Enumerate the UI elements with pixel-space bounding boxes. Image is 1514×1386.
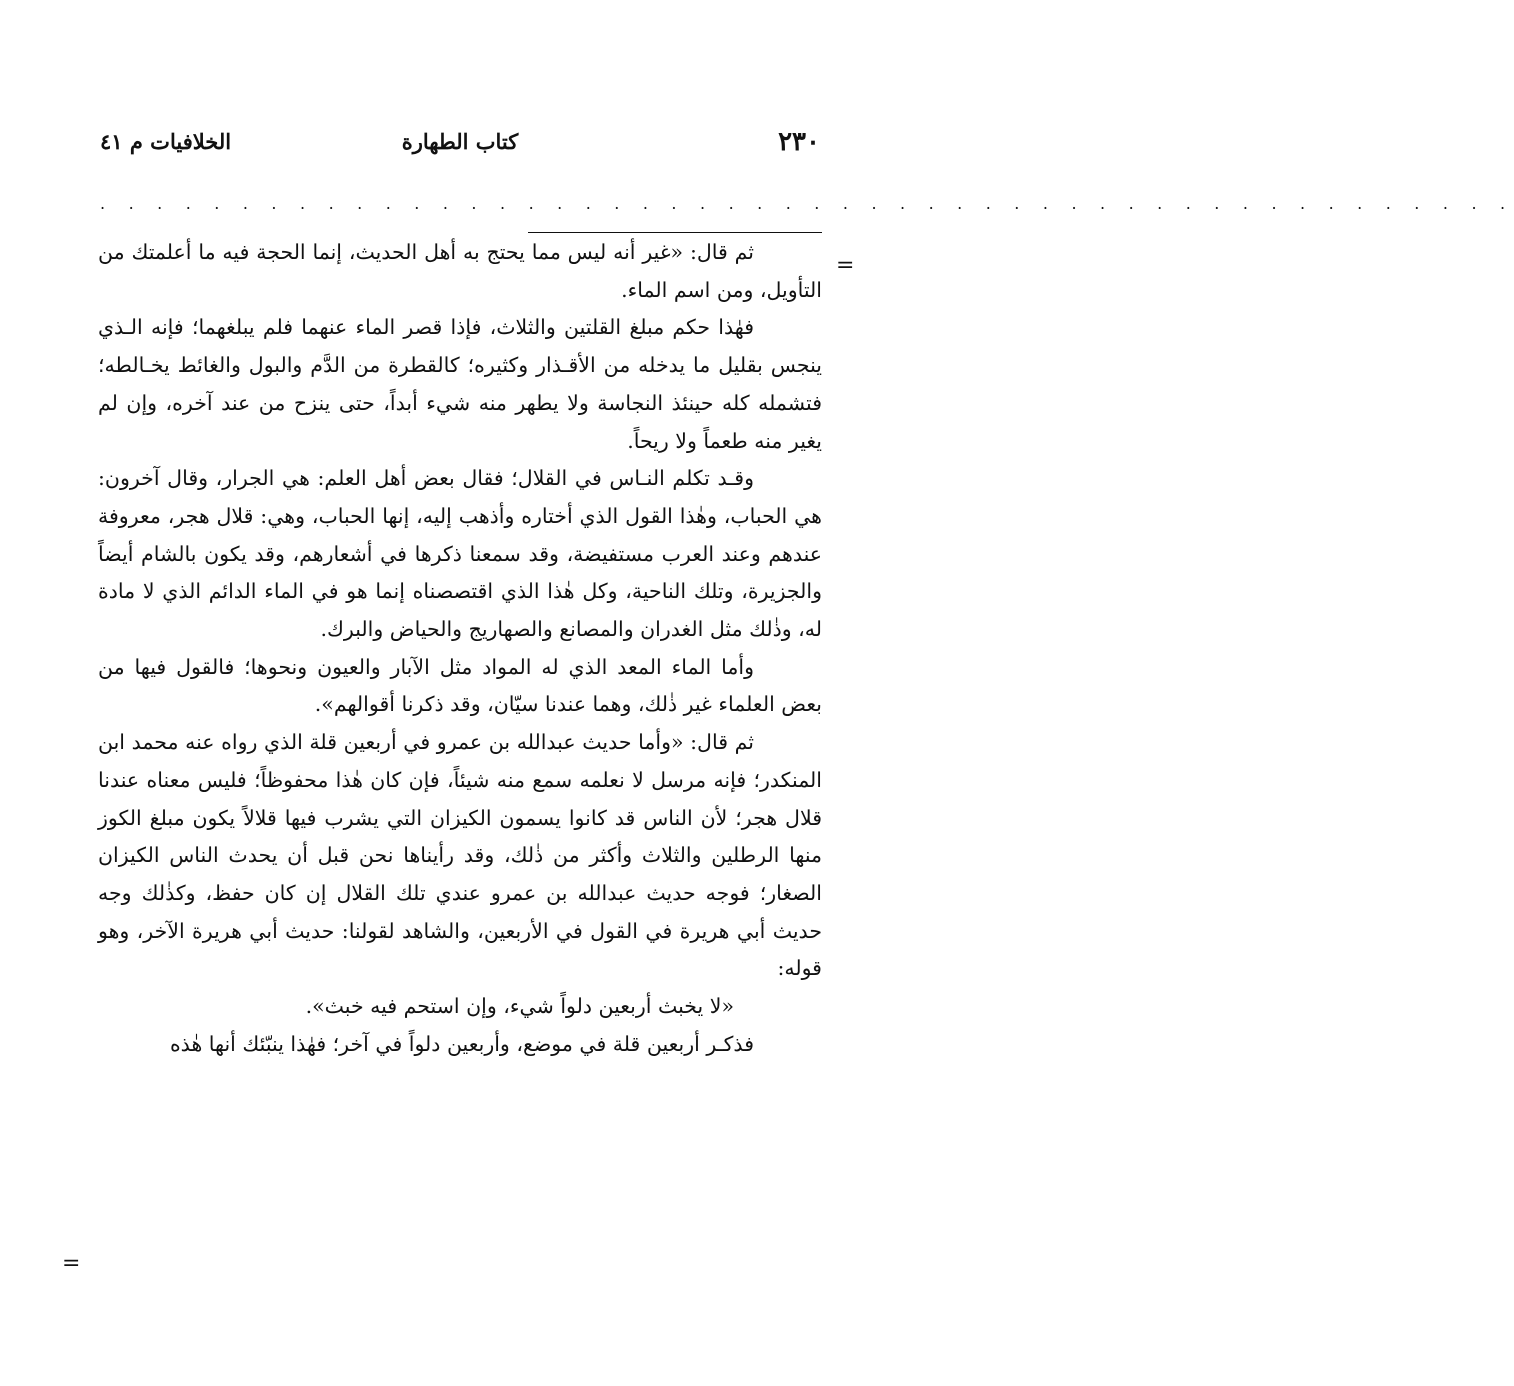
dotted-separator: . . . . . . . . . . . . . . . . . . . . . . . . . . . . . . . . . . . . . . . . . . . . . . . . . .	[100, 194, 1514, 213]
running-head: الخلافيات م ٤١	[100, 129, 232, 154]
paragraph-5: ثم قال: «وأما حديث عبدالله بن عمرو في أربعين قلة الذي رواه عنه محمد ابن المنكدر؛ فإنه مرسل لا نعلمه سمع منه شيئاً، فإن كان هٰذا محفوظاً؛ فليس معناه عندنا قلال هجر؛ لأن الناس قد كانوا يسمون الكيزان التي يشرب فيها قلالاً يكون مبلغ الكوز منها الرطلين والثلاث وأكثر من ذٰلك، وقد رأيناها نحن قبل أن يحدث الناس الكيزان الصغار؛ فوجه حديث عبدالله بن عمرو عندي تلك القلال إن كان حفظ، وكذٰلك وجه حديث أبي هريرة في القول في الأربعين، والشاهد لقولنا: حديث أبي هريرة الآخر، وهو قوله:	[98, 730, 822, 981]
continuation-marker-bottom: =	[62, 1251, 81, 1276]
hadith-quote: «لا يخبث أربعين دلواً شيء، وإن استحم فيه خبث».	[305, 994, 734, 1019]
footnote-rule	[528, 232, 822, 233]
paragraph-3: وقـد تكلم النـاس في القلال؛ فقال بعض أهل العلم: هي الجرار، وقال آخرون: هي الحباب، وهٰذا القول الذي أختاره وأذهب إليه، إنها الحباب، وهي: قلال هجر، معروفة عندهم وعند العرب مستفيضة، وقد سمعنا ذكرها في أشعارهم، وقد يكون بالشام أيضاً والجزيرة، وتلك الناحية، وكل هٰذا الذي اقتصصناه إنما هو في الماء الدائم الذي لا مادة له، وذٰلك مثل الغدران والمصانع والصهاريج والحياض والبرك.	[98, 466, 822, 642]
continuation-marker-top: =	[836, 253, 855, 278]
paragraph-4: وأما الماء المعد الذي له المواد مثل الآبار والعيون ونحوها؛ فالقول فيها من بعض العلماء غير ذٰلك، وهما عندنا سيّان، وقد ذكرنا أقوالهم».	[98, 654, 822, 717]
paragraph-7: فذكـر أربعين قلة في موضع، وأربعين دلواً في آخر؛ فهٰذا ينبّئك أنها هٰذه	[169, 1031, 754, 1056]
page-number: ٢٣٠	[778, 127, 820, 157]
paragraph-1: ثم قال: «غير أنه ليس مما يحتج به أهل الحديث، إنما الحجة فيه ما أعلمتك من التأويل، ومن اسم الماء.	[98, 240, 822, 302]
footnote-body	[98, 234, 822, 1063]
paragraph-2: فهٰذا حكم مبلغ القلتين والثلاث، فإذا قصر الماء عنهما فلم يبلغهما؛ فإنه الـذي ينجس بقليل ما يدخله من الأقـذار وكثيره؛ كالقطرة من الدَّم والبول والغائط يخـالطه؛ فتشمله كله حينئذ النجاسة ولا يطهر منه شيء أبداً، حتى ينزح من عند آخره، وإن لم يغير منه طعماً ولا ريحاً.	[98, 315, 822, 453]
chapter-title: كتاب الطهارة	[401, 129, 519, 154]
page-header	[98, 124, 822, 160]
